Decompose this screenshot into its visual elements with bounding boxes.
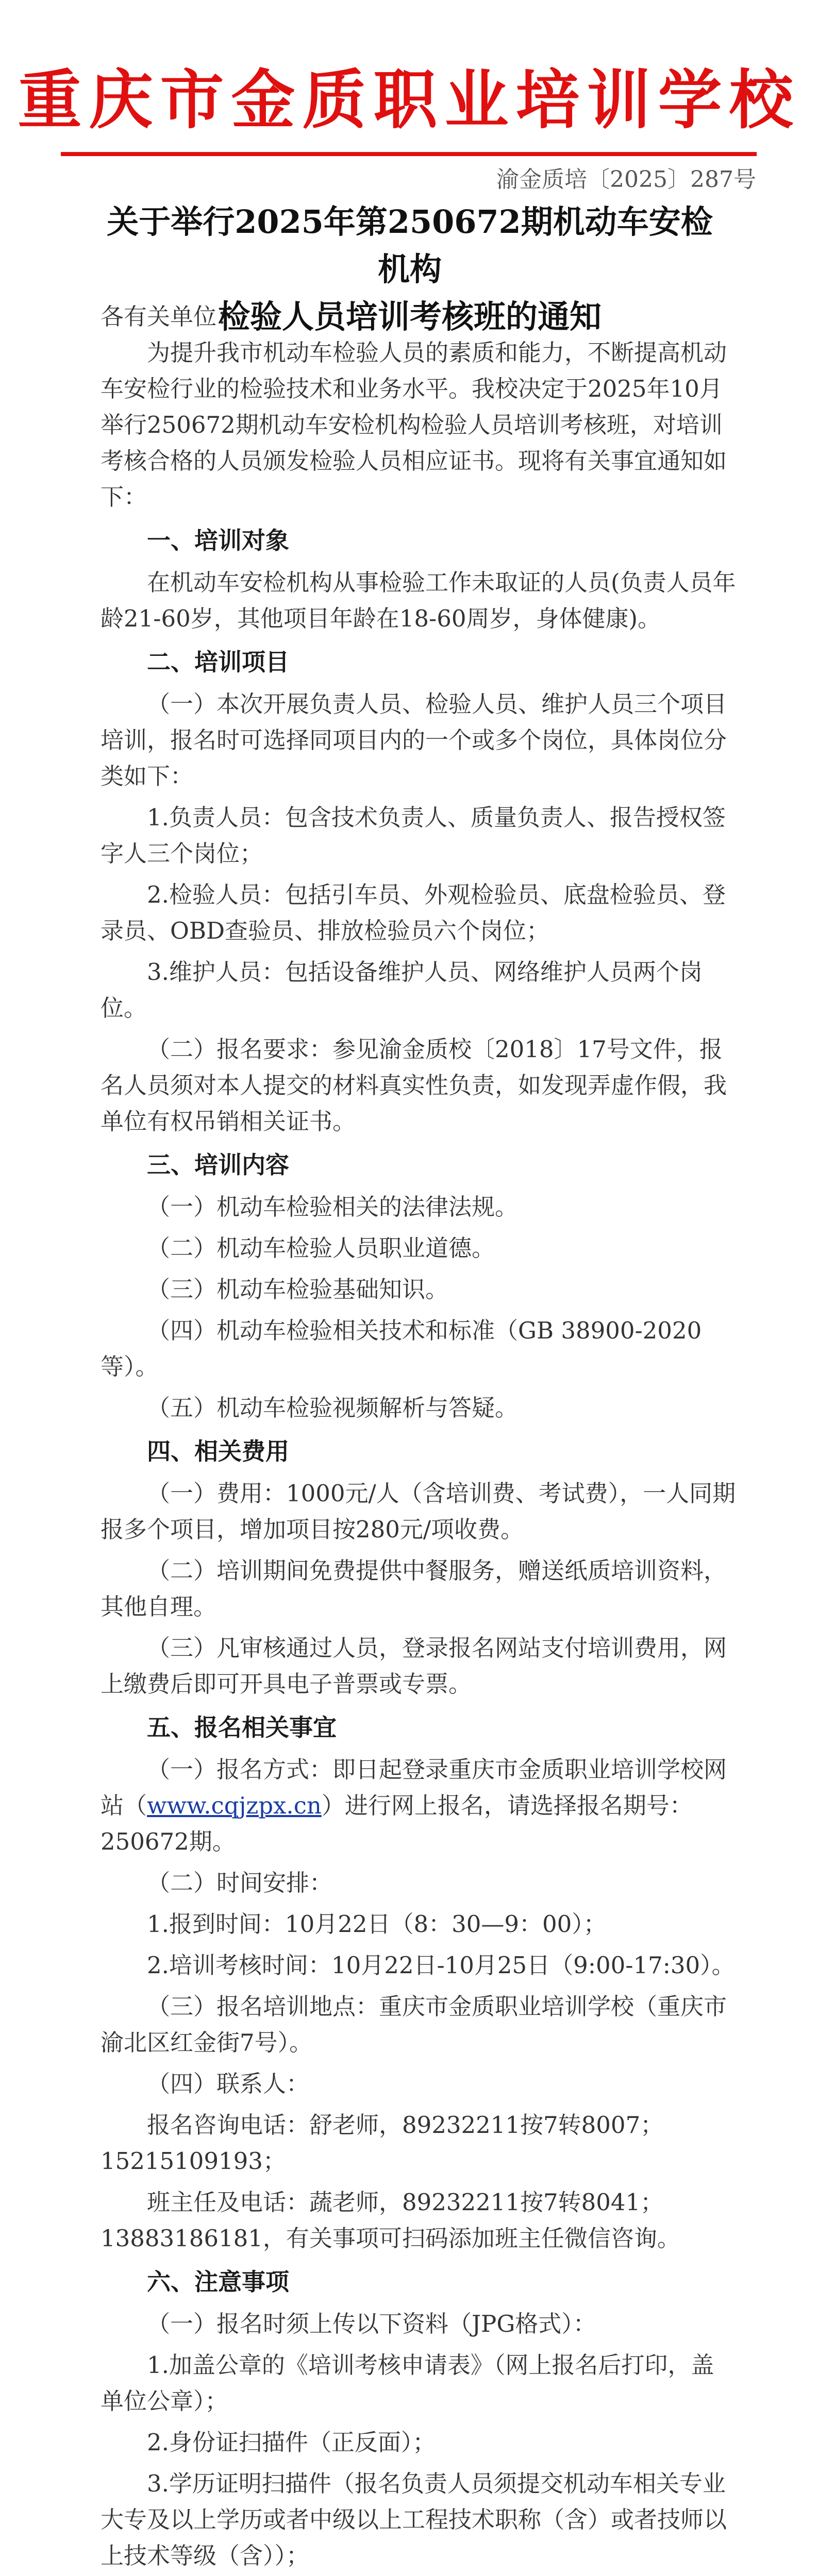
- section-5-para-4: 2.培训考核时间：10月22日-10月25日（9:00-17:30）。: [147, 1952, 735, 1979]
- section-heading-6: 六、注意事项: [147, 2268, 289, 2296]
- section-2-para-5: （二）报名要求：参见渝金质校〔2018〕17号文件，报名人员须对本人提交的材料真实性负责，如发现弄虚作假，我单位有权吊销相关证书。: [101, 1036, 727, 1135]
- title-line-1: 关于举行2025年第250672期机动车安检机构: [107, 203, 713, 288]
- section-heading-1: 一、培训对象: [147, 527, 289, 554]
- section-3-item: （四）机动车检验相关技术和标准（GB 38900-2020等）。: [101, 1317, 702, 1380]
- section-5-para-3: 1.报到时间：10月22日（8：30—9：00）；: [147, 1910, 607, 1938]
- title-line-2: 检验人员培训考核班的通知: [218, 298, 602, 335]
- section-2-para-3: 2.检验人员：包括引车员、外观检验员、底盘检验员、登录员、OBD查验员、排放检验员六个岗位；: [101, 881, 726, 944]
- section-4-para-1: （一）费用：1000元/人（含培训费、考试费），一人同期报多个项目，增加项目按280元/项收费。: [101, 1480, 736, 1543]
- section-2-para-1: （一）本次开展负责人员、检验人员、维护人员三个项目培训，报名时可选择同项目内的一个或多个岗位，具体岗位分类如下：: [101, 690, 727, 790]
- section-3-item: （一）机动车检验相关的法律法规。: [147, 1193, 519, 1221]
- section-3-item: （二）机动车检验人员职业道德。: [147, 1234, 495, 1262]
- section-4-para-2: （二）培训期间免费提供中餐服务，赠送纸质培训资料，其他自理。: [101, 1557, 727, 1620]
- section-3-item: （五）机动车检验视频解析与答疑。: [147, 1394, 519, 1421]
- school-masthead: 重庆市金质职业培训学校: [18, 63, 800, 138]
- section-heading-2: 二、培训项目: [147, 648, 289, 676]
- section-5-para-6: （四）联系人：: [147, 2070, 310, 2097]
- section-heading-5: 五、报名相关事宜: [147, 1714, 337, 1741]
- registration-website-link[interactable]: www.cqjzpx.cn: [147, 1792, 322, 1819]
- intro-paragraph: 为提升我市机动车检验人员的素质和能力，不断提高机动车安检行业的检验技术和业务水平。我校决定于2025年10月举行250672期机动车安检机构检验人员培训考核班，对培训考核合格的人员颁发检验人员相应证书。现将有关事宜通知如下：: [101, 339, 727, 511]
- section-4-para-3: （三）凡审核通过人员，登录报名网站支付培训费用，网上缴费后即可开具电子普票或专票。: [101, 1634, 727, 1698]
- section-6-para-1: （一）报名时须上传以下资料（JPG格式）：: [147, 2310, 596, 2337]
- section-5-para-2: （二）时间安排：: [147, 1869, 333, 1896]
- section-heading-4: 四、相关费用: [147, 1437, 289, 1465]
- section-2-para-4: 3.维护人员：包括设备维护人员、网络维护人员两个岗位。: [101, 958, 703, 1022]
- notice-body: [101, 299, 737, 2576]
- red-divider-line: [61, 152, 757, 156]
- section-6-para-3: 2.身份证扫描件（正反面）；: [147, 2429, 436, 2456]
- section-1-text: 在机动车安检机构从事检验工作未取证的人员(负责人员年龄21-60岁，其他项目年龄在18-60周岁，身体健康)。: [101, 569, 736, 632]
- section-3-item: （三）机动车检验基础知识。: [147, 1276, 449, 1303]
- section-5-para-7: 报名咨询电话：舒老师，89232211按7转8007；15215109193；: [101, 2111, 664, 2175]
- registration-method-text: （一）报名方式：即日起登录重庆市金质职业培训学校网站（: [101, 1756, 727, 1819]
- document-number: 渝金质培〔2025〕287号: [496, 166, 756, 193]
- salutation: 各有关单位：: [101, 303, 240, 330]
- section-2-para-2: 1.负责人员：包含技术负责人、质量负责人、报告授权签字人三个岗位；: [101, 804, 726, 867]
- section-6-para-4: 3.学历证明扫描件（报名负责人员须提交机动车相关专业大专及以上学历或者中级以上工程技术职称（含）或者技师以上技术等级（含））；: [101, 2470, 727, 2569]
- registration-period-text: ）进行网上报名，请选择报名期号：250672期。: [101, 1792, 693, 1855]
- section-heading-3: 三、培训内容: [147, 1151, 289, 1179]
- section-5-para-1: [101, 1752, 737, 1860]
- section-5-para-8: 班主任及电话：蔬老师，89232211按7转8041；13883186181，有关事项可扫码添加班主任微信咨询。: [101, 2189, 680, 2252]
- section-6-para-2: 1.加盖公章的《培训考核申请表》（网上报名后打印，盖单位公章）；: [101, 2351, 714, 2415]
- section-5-para-5: （三）报名培训地点：重庆市金质职业培训学校（重庆市渝北区红金街7号）。: [101, 1993, 727, 2056]
